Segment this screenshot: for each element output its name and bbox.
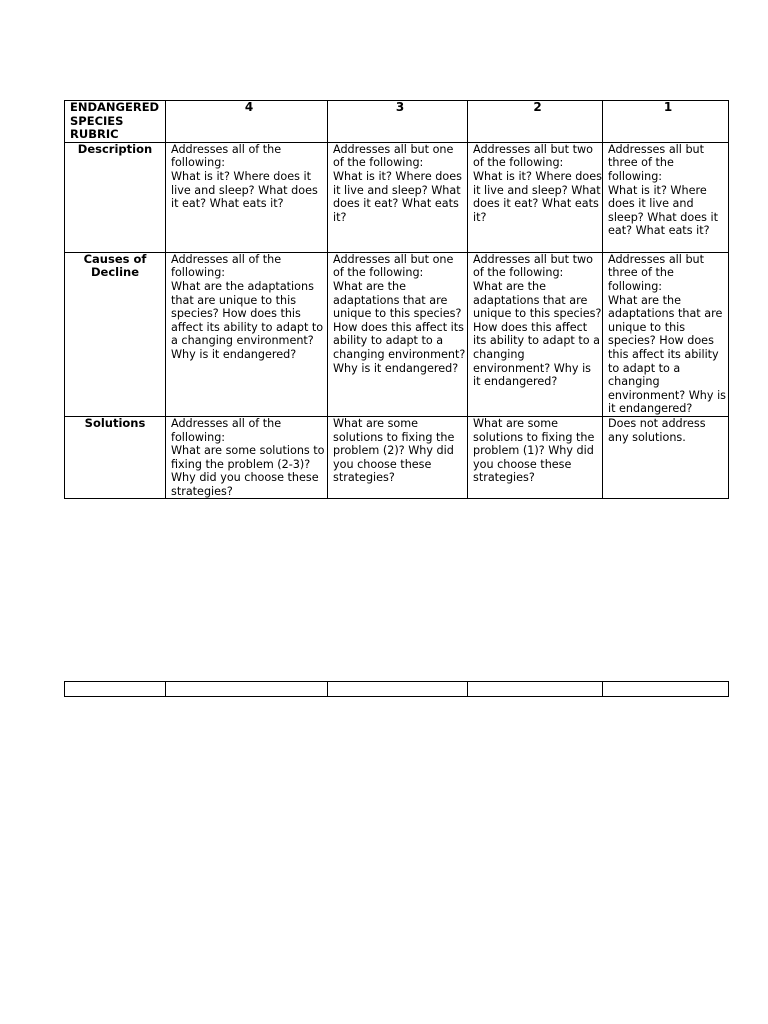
rubric-row-solutions bbox=[65, 416, 729, 499]
rubric-cell: What are some solutions to fixing the problem (2)? Why did you choose these strategies? bbox=[328, 416, 468, 499]
empty-row bbox=[65, 682, 729, 697]
rubric-cell: Addresses all of the following: What is it? Where does it live and sleep? What does it eat? What eats it? bbox=[166, 142, 328, 252]
rubric-cell: Addresses all but one of the following: What are the adaptations that are unique to this species? How does this affect its ability to adapt to a changing environment? Why is it endangered? bbox=[328, 252, 468, 416]
rubric-cell: Addresses all but three of the following: What is it? Where does it live and sleep? What does it eat? What eats it? bbox=[603, 142, 729, 252]
rubric-title: ENDANGERED SPECIES RUBRIC bbox=[65, 101, 166, 143]
empty-cell bbox=[603, 682, 729, 697]
empty-table bbox=[64, 681, 729, 697]
score-header-1: 1 bbox=[603, 101, 729, 143]
rubric-row-causes bbox=[65, 252, 729, 416]
criterion-description: Description bbox=[65, 142, 166, 252]
score-header-3: 3 bbox=[328, 101, 468, 143]
score-header-4: 4 bbox=[166, 101, 328, 143]
rubric-cell: Addresses all but two of the following: What is it? Where does it live and sleep? What does it eat? What eats it? bbox=[468, 142, 603, 252]
empty-cell bbox=[65, 682, 166, 697]
score-header-2: 2 bbox=[468, 101, 603, 143]
criterion-causes-of-decline: Causes of Decline bbox=[65, 252, 166, 416]
rubric-cell: Does not address any solutions. bbox=[603, 416, 729, 499]
rubric-cell: Addresses all of the following: What are the adaptations that are unique to this species? How does this affect its ability to adapt to a changing environment? Why is it endangered? bbox=[166, 252, 328, 416]
rubric-row-description bbox=[65, 142, 729, 252]
empty-cell bbox=[328, 682, 468, 697]
header-row bbox=[65, 101, 729, 143]
rubric-cell: Addresses all but three of the following: What are the adaptations that are unique to this species? How does this affect its ability to adapt to a changing environment? Why is it endangered? bbox=[603, 252, 729, 416]
rubric-cell: What are some solutions to fixing the problem (1)? Why did you choose these strategies? bbox=[468, 416, 603, 499]
rubric-cell: Addresses all of the following: What are some solutions to fixing the problem (2-3)? Why did you choose these strategies? bbox=[166, 416, 328, 499]
rubric-table bbox=[64, 100, 729, 499]
rubric-cell: Addresses all but one of the following: What is it? Where does it live and sleep? What does it eat? What eats it? bbox=[328, 142, 468, 252]
empty-cell bbox=[468, 682, 603, 697]
rubric-cell: Addresses all but two of the following: What are the adaptations that are unique to this species? How does this affect its ability to adapt to a changing environment? Why is it endangered? bbox=[468, 252, 603, 416]
empty-cell bbox=[166, 682, 328, 697]
criterion-solutions: Solutions bbox=[65, 416, 166, 499]
